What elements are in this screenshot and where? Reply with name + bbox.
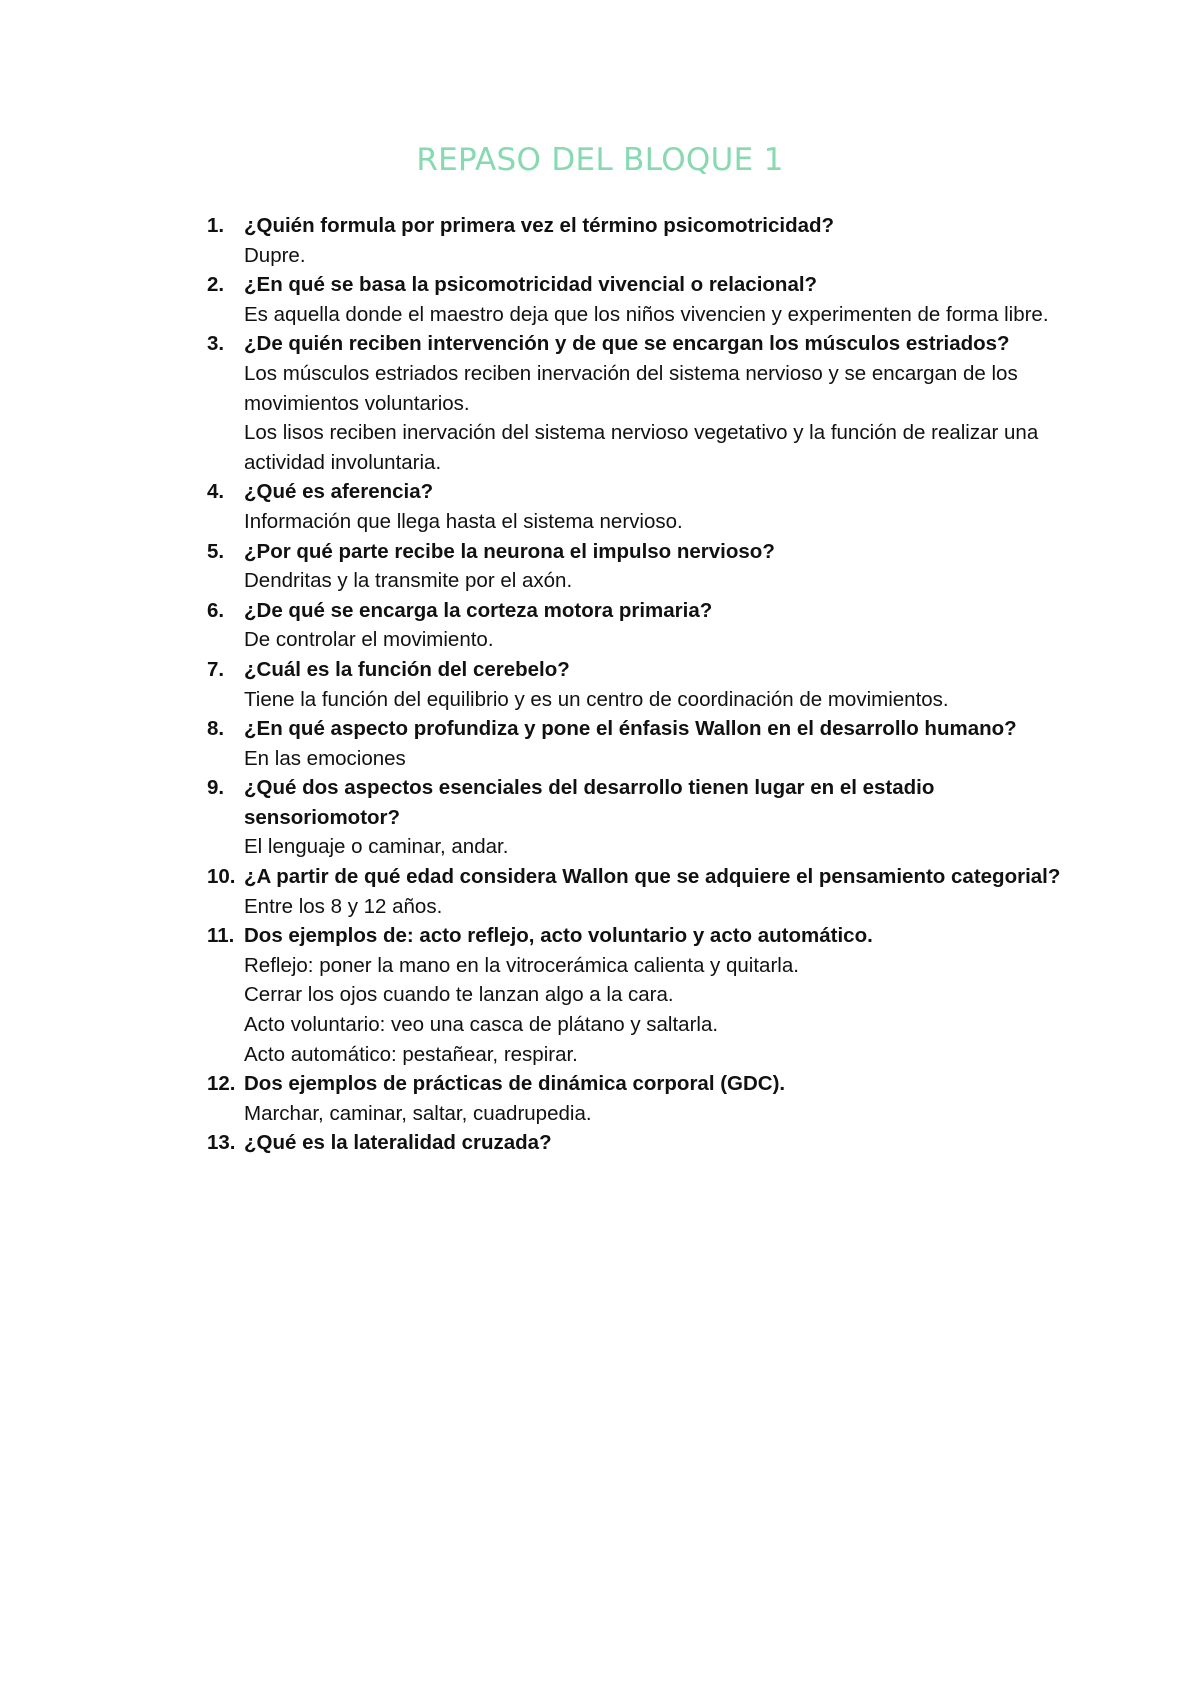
answer-text: Dupre.: [244, 243, 306, 267]
list-item: [207, 537, 1087, 596]
answer-text: Reflejo: poner la mano en la vitrocerámica calienta y quitarla.: [244, 953, 799, 977]
question-text: ¿De qué se encarga la corteza motora primaria?: [244, 598, 713, 622]
answer-text: Acto automático: pestañear, respirar.: [244, 1042, 578, 1066]
question-text: ¿Quién formula por primera vez el término psicomotricidad?: [244, 214, 835, 237]
list-item: [207, 1128, 1087, 1158]
answer-text: En las emociones: [244, 746, 406, 770]
item-number: 1.: [207, 214, 225, 237]
answer-text: Marchar, caminar, saltar, cuadrupedia.: [244, 1101, 592, 1125]
question-text: ¿Por qué parte recibe la neurona el impulso nervioso?: [244, 539, 775, 563]
item-number: 8.: [207, 717, 225, 741]
answer-text: Información que llega hasta el sistema nervioso.: [244, 509, 683, 533]
list-item: [207, 655, 1087, 714]
item-number: 3.: [207, 332, 225, 356]
answer-text: De controlar el movimiento.: [244, 628, 494, 652]
item-number: 6.: [207, 598, 225, 622]
item-number: 7.: [207, 657, 225, 681]
question-text: ¿Cuál es la función del cerebelo?: [244, 657, 570, 681]
question-text: ¿A partir de qué edad considera Wallon que se adquiere el pensamiento categorial?: [244, 865, 1061, 889]
item-number: 9.: [207, 776, 225, 800]
list-item: [207, 211, 1087, 270]
list-item: [207, 773, 1087, 862]
answer-text: Dendritas y la transmite por el axón.: [244, 569, 573, 593]
item-number: 11.: [207, 924, 235, 948]
answer-text: Los músculos estriados reciben inervación del sistema nervioso y se encargan de los movimientos voluntarios.: [244, 361, 1018, 415]
question-list: [207, 211, 1087, 1158]
question-text: ¿De quién reciben intervención y de que se encargan los músculos estriados?: [244, 332, 1010, 356]
question-text: Dos ejemplos de prácticas de dinámica corporal (GDC).: [244, 1072, 786, 1096]
item-number: 12.: [207, 1072, 236, 1096]
item-number: 2.: [207, 273, 225, 297]
list-item: [207, 1069, 1087, 1128]
page-title: REPASO DEL BLOQUE 1: [416, 142, 784, 178]
list-item: [207, 714, 1087, 773]
answer-text: Acto voluntario: veo una casca de plátano y saltarla.: [244, 1013, 719, 1037]
answer-text: Es aquella donde el maestro deja que los niños vivencien y experimenten de forma libre.: [244, 302, 1049, 326]
item-number: 13.: [207, 1131, 236, 1155]
list-item: [207, 329, 1087, 477]
question-text: ¿Qué dos aspectos esenciales del desarrollo tienen lugar en el estadio sensoriomotor?: [244, 776, 935, 829]
list-item: [207, 596, 1087, 655]
answer-text: Tiene la función del equilibrio y es un centro de coordinación de movimientos.: [244, 687, 949, 711]
item-number: 5.: [207, 539, 225, 563]
answer-text: El lenguaje o caminar, andar.: [244, 835, 509, 859]
answer-text: Entre los 8 y 12 años.: [244, 894, 443, 918]
item-number: 4.: [207, 480, 225, 504]
list-item: [207, 477, 1087, 536]
answer-text: Cerrar los ojos cuando te lanzan algo a la cara.: [244, 983, 674, 1007]
list-item: [207, 270, 1087, 329]
question-text: ¿En qué se basa la psicomotricidad vivencial o relacional?: [244, 273, 818, 297]
list-item: [207, 862, 1087, 921]
question-text: ¿Qué es la lateralidad cruzada?: [244, 1131, 552, 1155]
answer-text: Los lisos reciben inervación del sistema nervioso vegetativo y la función de realizar una actividad involuntaria.: [244, 421, 1039, 474]
question-text: Dos ejemplos de: acto reflejo, acto voluntario y acto automático.: [244, 924, 873, 948]
list-item: [207, 921, 1087, 1069]
question-text: ¿En qué aspecto profundiza y pone el énfasis Wallon en el desarrollo humano?: [244, 717, 1017, 741]
question-text: ¿Qué es aferencia?: [244, 480, 434, 504]
item-number: 10.: [207, 865, 236, 889]
